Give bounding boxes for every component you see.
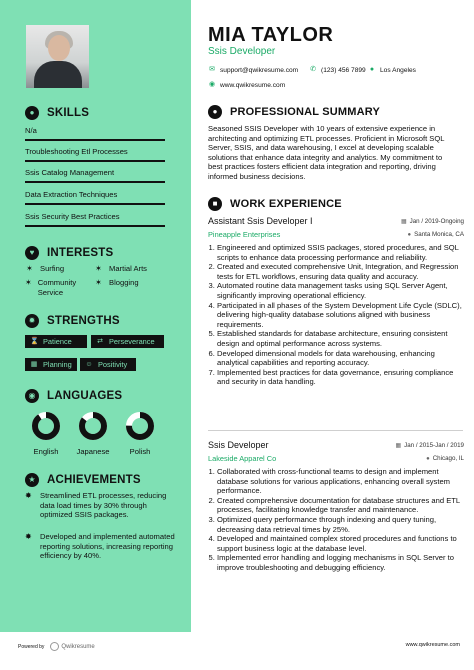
award-icon: ✸ — [25, 532, 32, 541]
job-position: Ssis Developer — [208, 440, 269, 450]
lightbulb-icon: ● — [25, 106, 39, 120]
strength-badge: ☺ Positivity — [80, 358, 136, 371]
award-icon: ✸ — [25, 491, 32, 500]
job-position: Assistant Ssis Developer I — [208, 216, 313, 226]
interest-item: ✶ Blogging — [95, 278, 139, 287]
footer-website[interactable]: www.qwikresume.com — [405, 642, 460, 648]
skills-heading: ● SKILLS — [25, 105, 89, 121]
hourglass-icon: ⌛ — [30, 338, 39, 345]
contact-location: ● Los Angeles — [369, 66, 416, 74]
job-bullets — [208, 243, 462, 387]
contact-website[interactable]: ◉ www.qwikresume.com — [208, 81, 286, 89]
interest-item: ✶ Martial Arts — [95, 264, 147, 273]
job-dates: ▦ Jan / 2019-Ongoing — [400, 218, 464, 225]
job-location: ● Chicago, IL — [426, 455, 464, 462]
main-content — [191, 0, 474, 632]
smile-icon: ☺ — [85, 361, 93, 368]
list-item: 6. Developed dimensional models for data warehousing, enhancing analytical capabilities and reporting accuracy. — [217, 349, 462, 368]
star-icon: ✶ — [25, 278, 32, 287]
star-icon: ✶ — [26, 264, 33, 273]
skill-bar — [25, 225, 165, 227]
divider — [208, 430, 463, 431]
job-title: Ssis Developer — [208, 46, 276, 57]
trophy-icon: ★ — [25, 473, 39, 487]
skill-item: N/a — [25, 126, 37, 135]
candidate-name: MIA TAYLOR — [208, 24, 334, 46]
powered-by: Powered by Qwikresume — [18, 643, 95, 650]
strengths-heading: ✹ STRENGTHS — [25, 313, 120, 329]
job-bullets — [208, 467, 462, 573]
qwikresume-logo-icon — [50, 642, 59, 651]
globe-icon: ◉ — [208, 81, 216, 88]
achievement-item: ✸ Developed and implemented automated reporting solutions, increasing reporting efficiency by 40%. — [25, 532, 175, 561]
summary-heading: ● PROFESSIONAL SUMMARY — [208, 105, 380, 119]
list-item: 7. Implemented best practices for data governance, ensuring compliance and security in data handling. — [217, 368, 462, 387]
footer — [0, 632, 474, 670]
list-item: 2. Created and executed comprehensive Unit, Integration, and Regression tests for ETL workflows, ensuring data quality and accuracy. — [217, 262, 462, 281]
skill-bar — [25, 160, 165, 162]
achievement-item: ✸ Streamlined ETL processes, reducing data load times by 30% through optimized SSIS packages. — [25, 491, 167, 520]
list-item: 1. Collaborated with cross-functional teams to design and implement database solutions for various applications, enhancing overall system performance. — [217, 467, 462, 496]
location-pin-icon: ● — [426, 455, 430, 462]
calendar-icon: ▦ — [395, 443, 402, 449]
list-item: 4. Participated in all phases of the System Development Life Cycle (SDLC), delivering high-quality database solutions aligned with business requirements. — [217, 301, 462, 330]
job-company: Lakeside Apparel Co — [208, 454, 277, 463]
list-item: 3. Automated routine data management tasks using SQL Server Agent, significantly improving operational efficiency. — [217, 281, 462, 300]
language-label: Japanese — [76, 447, 110, 456]
list-item: 2. Created comprehensive documentation for database structures and ETL processes, facilitating knowledge transfer and maintenance. — [217, 496, 462, 515]
phone-icon: ✆ — [310, 66, 316, 73]
person-icon: ● — [208, 105, 222, 119]
language-ring-fill — [35, 415, 57, 437]
interests-heading: ♥ INTERESTS — [25, 245, 113, 261]
location-pin-icon: ● — [407, 231, 412, 238]
experience-heading: ■ WORK EXPERIENCE — [208, 197, 342, 211]
contact-phone[interactable]: ✆ (123) 456 7899 — [310, 66, 366, 74]
list-item: 4. Developed and maintained complex stored procedures and functions to support business logic at the database level. — [217, 534, 462, 553]
skill-item: Troubleshooting Etl Processes — [25, 147, 128, 156]
skill-bar — [25, 139, 165, 141]
languages-heading: ◉ LANGUAGES — [25, 388, 122, 404]
language-label: English — [33, 447, 59, 456]
strength-badge: ⌛ Patience — [25, 335, 87, 348]
interest-item: ✶ Community Service — [25, 278, 77, 297]
job-location: ● Santa Monica, CA — [407, 231, 464, 238]
language-ring-polish — [125, 411, 155, 441]
briefcase-icon: ■ — [208, 197, 222, 211]
summary-text: Seasoned SSIS Developer with 10 years of extensive experience in architecting and optimizing ETL processes. Proficient in Microsoft SQL Server, SSIS, and data warehousing, I excel at developing scalable solutions that enhance data integrity and analytics. My commitment to best practices fosters efficient data integration and reporting, driving informed business decisions. — [208, 124, 445, 181]
skill-item: Ssis Security Best Practices — [25, 212, 120, 221]
arrows-icon: ⇄ — [97, 338, 103, 345]
mail-icon: ✉ — [209, 66, 215, 73]
chat-icon: ◉ — [25, 389, 39, 403]
job-company: Pineapple Enterprises — [208, 230, 281, 239]
achievements-heading: ★ ACHIEVEMENTS — [25, 472, 141, 488]
calendar-icon: ▦ — [400, 219, 407, 225]
location-pin-icon: ● — [369, 66, 375, 73]
heart-icon: ♥ — [25, 246, 39, 260]
job-dates: ▦ Jan / 2015-Jan / 2019 — [395, 442, 464, 449]
skill-bar — [25, 203, 165, 205]
skill-item: Data Extraction Techniques — [25, 190, 118, 199]
calendar-icon: ▦ — [30, 361, 38, 368]
star-icon: ✶ — [95, 264, 102, 273]
list-item: 3. Optimized query performance through indexing and query tuning, decreasing data retrieval times by 25%. — [217, 515, 462, 534]
list-item: 5. Established standards for database architecture, ensuring consistent design and optimal performance across systems. — [217, 329, 462, 348]
interest-item: ✶ Surfing — [26, 264, 65, 273]
skill-item: Ssis Catalog Management — [25, 168, 115, 177]
strength-badge: ▦ Planning — [25, 358, 77, 371]
profile-photo — [26, 25, 89, 88]
skill-bar — [25, 181, 165, 183]
star-icon: ✶ — [95, 278, 102, 287]
list-item: 1. Engineered and optimized SSIS packages, stored procedures, and SQL scripts to enhance data processing performance and reliability. — [217, 243, 462, 262]
list-item: 5. Implemented error handling and logging mechanisms in SQL Server to improve troubleshooting and debugging efficiency. — [217, 553, 462, 572]
language-label: Polish — [129, 447, 151, 456]
language-ring-english — [31, 411, 61, 441]
cog-icon: ✹ — [25, 314, 39, 328]
contact-email[interactable]: ✉ support@qwikresume.com — [209, 66, 299, 74]
language-ring-japanese — [78, 411, 108, 441]
sidebar — [0, 0, 191, 632]
strength-badge: ⇄ Perseverance — [91, 335, 164, 348]
